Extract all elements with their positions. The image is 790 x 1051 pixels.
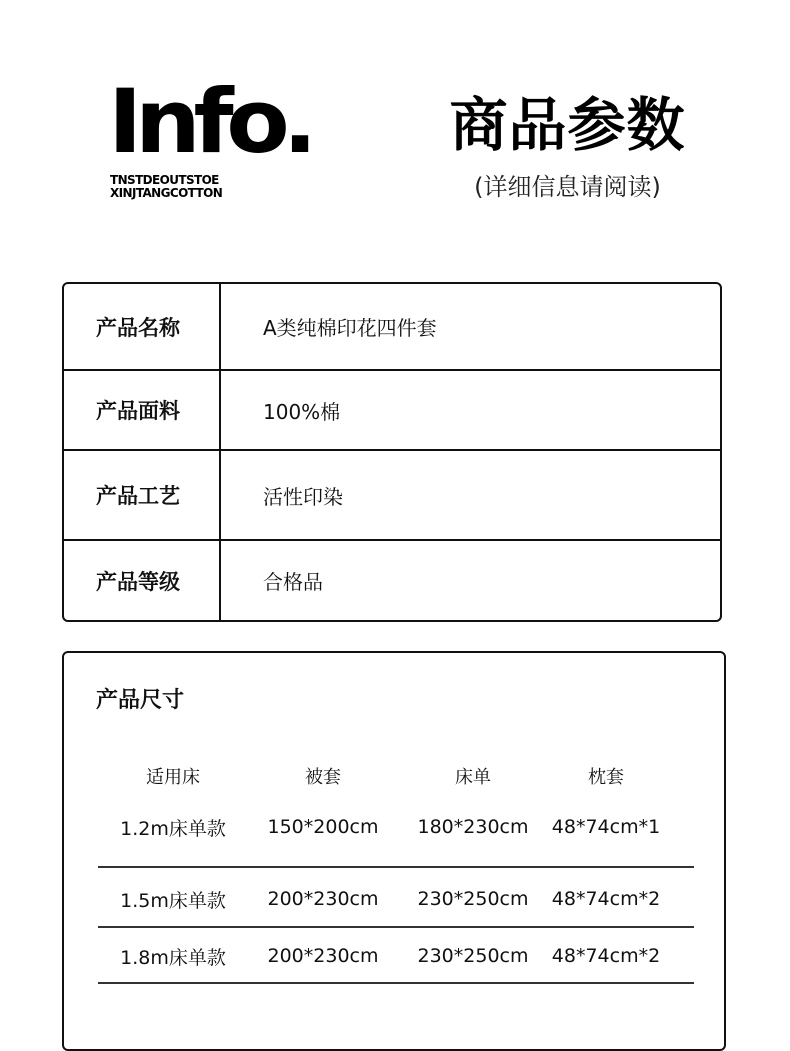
logo-subtext-line-1: TNSTDEOUTSTOE <box>110 173 219 187</box>
table-cell: 180*230cm <box>417 816 529 838</box>
column-header: 被套 <box>305 767 341 788</box>
table-row <box>98 805 694 849</box>
table-row <box>98 877 694 921</box>
table-cell: 48*74cm*1 <box>551 816 661 838</box>
product-info-table <box>62 282 722 622</box>
table-cell: 200*230cm <box>267 945 379 967</box>
row-divider <box>98 982 694 984</box>
row-divider <box>98 926 694 928</box>
info-logo: Info. <box>108 70 311 173</box>
logo-subtext-line-2: XINJTANGCOTTON <box>110 186 223 200</box>
info-value: 合格品 <box>263 570 323 594</box>
size-title: 产品尺寸 <box>96 688 185 713</box>
info-label: 产品工艺 <box>64 451 221 539</box>
column-header: 床单 <box>455 767 491 788</box>
table-cell: 1.5m床单款 <box>120 889 226 912</box>
info-value: 活性印染 <box>263 484 343 509</box>
info-row-name <box>64 284 720 369</box>
size-table-header <box>98 763 694 793</box>
column-header: 枕套 <box>588 767 624 788</box>
info-row-fabric <box>64 371 720 449</box>
logo-subtext <box>110 174 222 200</box>
info-value: A类纯棉印花四件套 <box>263 316 437 340</box>
page-title: 商品参数 <box>449 91 686 159</box>
table-cell: 48*74cm*2 <box>551 888 661 910</box>
table-cell: 1.2m床单款 <box>120 817 226 840</box>
table-cell: 48*74cm*2 <box>551 945 661 967</box>
table-row <box>98 934 694 978</box>
table-cell: 150*200cm <box>267 816 379 838</box>
table-cell: 200*230cm <box>267 888 379 910</box>
row-divider <box>98 866 694 868</box>
info-label: 产品名称 <box>64 284 221 369</box>
info-label: 产品等级 <box>64 541 221 620</box>
table-cell: 230*250cm <box>417 945 529 967</box>
info-label: 产品面料 <box>64 371 221 449</box>
page-subtitle: (详细信息请阅读) <box>474 173 661 201</box>
product-size-panel <box>62 651 726 1051</box>
info-row-grade <box>64 541 720 620</box>
info-row-process <box>64 451 720 539</box>
table-cell: 230*250cm <box>417 888 529 910</box>
info-value: 100%棉 <box>263 399 341 424</box>
column-header: 适用床 <box>146 767 200 788</box>
table-cell: 1.8m床单款 <box>120 946 226 969</box>
